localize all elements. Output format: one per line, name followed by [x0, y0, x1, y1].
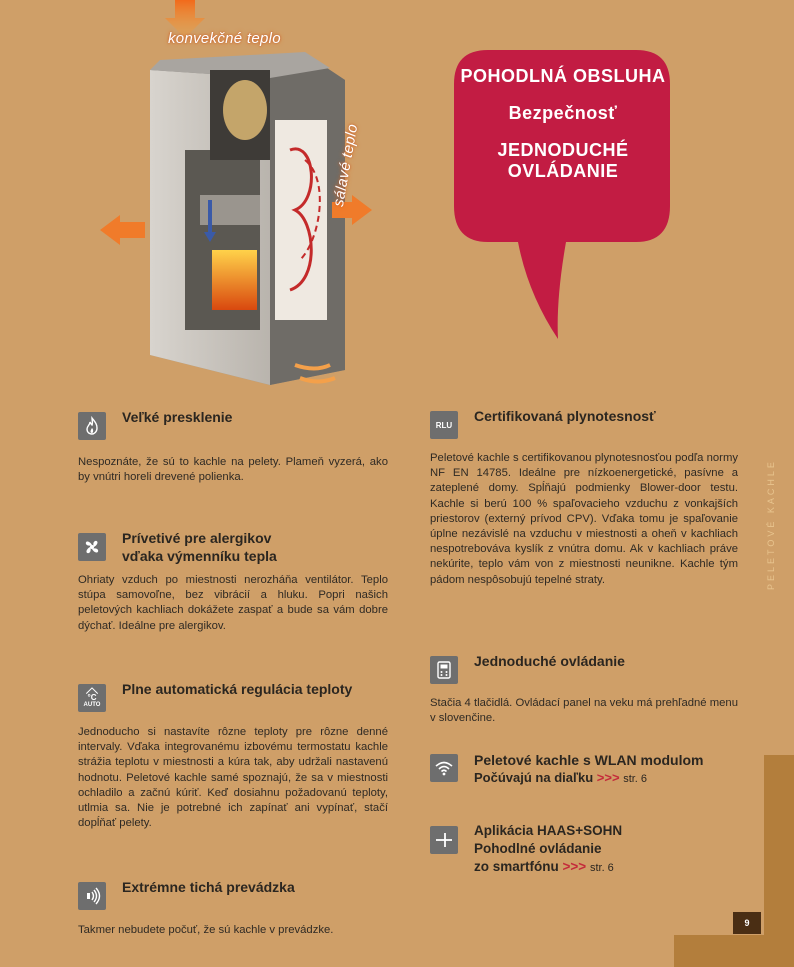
app-page-ref: str. 6 [589, 862, 614, 874]
text-auto-temp: Jednoducho si nastavíte rôzne teploty pre rôzne denné intervaly. Vďaka integrovanému izbovému termostatu kachle strážia teplotu v miestnosti a kúra tak, aby udržali nastavenú hodnotu. Peletové kachle samé spoznajú, že sa v miestnosti ochladilo a začnú kúriť. Keď dosiahnu požadovanú teploty, utlmia sa. Nie je potrebné ich zapínať ani vypínať, stačí dopĺňať pelety. [78, 726, 388, 830]
convective-heat-label: konvekčné teplo [168, 30, 281, 47]
radiant-heat-label: sálavé teplo [330, 122, 362, 208]
heading-app [474, 822, 622, 877]
heading-large-glass: Veľké presklenie [122, 409, 233, 425]
wlan-link-arrows[interactable]: >>> [596, 770, 620, 785]
heading-auto-temp: Plne automatická regulácia teploty [122, 681, 353, 697]
wifi-icon [430, 754, 458, 782]
text-quiet: Takmer nebudete počuť, že sú kachle v prevádzke. [78, 924, 334, 936]
heading-allergy-line2: vďaka výmenníku tepla [122, 548, 277, 564]
text-airtight: Peletové kachle s certifikovanou plynotesnosťou podľa normy NF EN 14785. Ideálne pre nízkoenergetické, pasívne a zateplené domy. Spĺňajú podmienky Blower-door testu. Kachle si berú 100 % spaľovacieho vzduchu z vonkajších priestorov (externý prívod CPV). Vďaka tomu je spaľovanie úplne nezávislé na vzduchu v miestnosti a oheň v kachliach nespotrebováva kyslík z vnútra domu. Ak v kachliach práve nekúrite, teplo vám von z miestnosti neunikne. Kachle tým pádom nespôsobujú tepelné straty. [430, 452, 738, 586]
page-number: 9 [733, 912, 761, 934]
app-icon [430, 826, 458, 854]
wlan-page-ref: str. 6 [623, 773, 648, 785]
heading-control: Jednoduché ovládanie [474, 653, 625, 669]
flame-icon [78, 412, 106, 440]
heading-wlan-line2 [474, 769, 704, 788]
heading-wlan [474, 751, 704, 788]
bubble-line-safety: Bezpečnosť [508, 103, 618, 123]
bottom-bar-decoration [674, 935, 794, 967]
bubble-line-easy: JEDNODUCHÉ OVLÁDANIE [497, 140, 629, 181]
bubble-text [458, 66, 668, 182]
side-section-label: PELETOVÉ KACHLE [766, 459, 776, 590]
house-roof-icon [81, 686, 103, 700]
heading-wlan-line1: Peletové kachle s WLAN modulom [474, 752, 704, 768]
heading-airtight: Certifikovaná plynotesnosť [474, 408, 656, 424]
bubble-line-comfort: POHODLNÁ OBSLUHA [460, 66, 666, 86]
sound-waves-icon [78, 882, 106, 910]
wlan-link-text: Počúvajú na diaľku [474, 770, 594, 785]
stove-cutaway-illustration [100, 0, 400, 400]
text-large-glass: Nespoznáte, že sú to kachle na pelety. Plameň vyzerá, ako by vnútri horeli drevené polienka. [78, 456, 388, 484]
control-panel-icon [430, 656, 458, 684]
icon-auto: AUTO [83, 702, 101, 708]
rlu-icon-text: RLU [435, 420, 453, 430]
app-link-arrows[interactable]: >>> [562, 859, 587, 874]
text-allergy: Ohriaty vzduch po miestnosti nerozháňa ventilátor. Teplo stúpa samovoľne, bez vibrácií a hluku. Popri našich peletových kachliach dokážete zaspať a bude sa vám dobre dýchať. Ideálne pre alergikov. [78, 574, 388, 632]
text-control: Stačia 4 tlačidlá. Ovládací panel na veku má prehľadné menu v slovenčine. [430, 697, 738, 725]
icon-celsius: °C [87, 693, 97, 702]
app-link-text: zo smartfónu [474, 859, 559, 874]
heading-app-line2: Pohodlné ovládanie [474, 841, 602, 856]
heading-quiet: Extrémne tichá prevádzka [122, 879, 295, 895]
thermostat-auto-icon [78, 684, 106, 712]
heading-app-line3 [474, 858, 622, 877]
heading-allergy [122, 529, 277, 565]
rlu-icon [430, 411, 458, 439]
heading-allergy-line1: Prívetivé pre alergikov [122, 530, 272, 546]
heading-app-line1: Aplikácia HAAS+SOHN [474, 823, 623, 838]
fan-icon [78, 533, 106, 561]
